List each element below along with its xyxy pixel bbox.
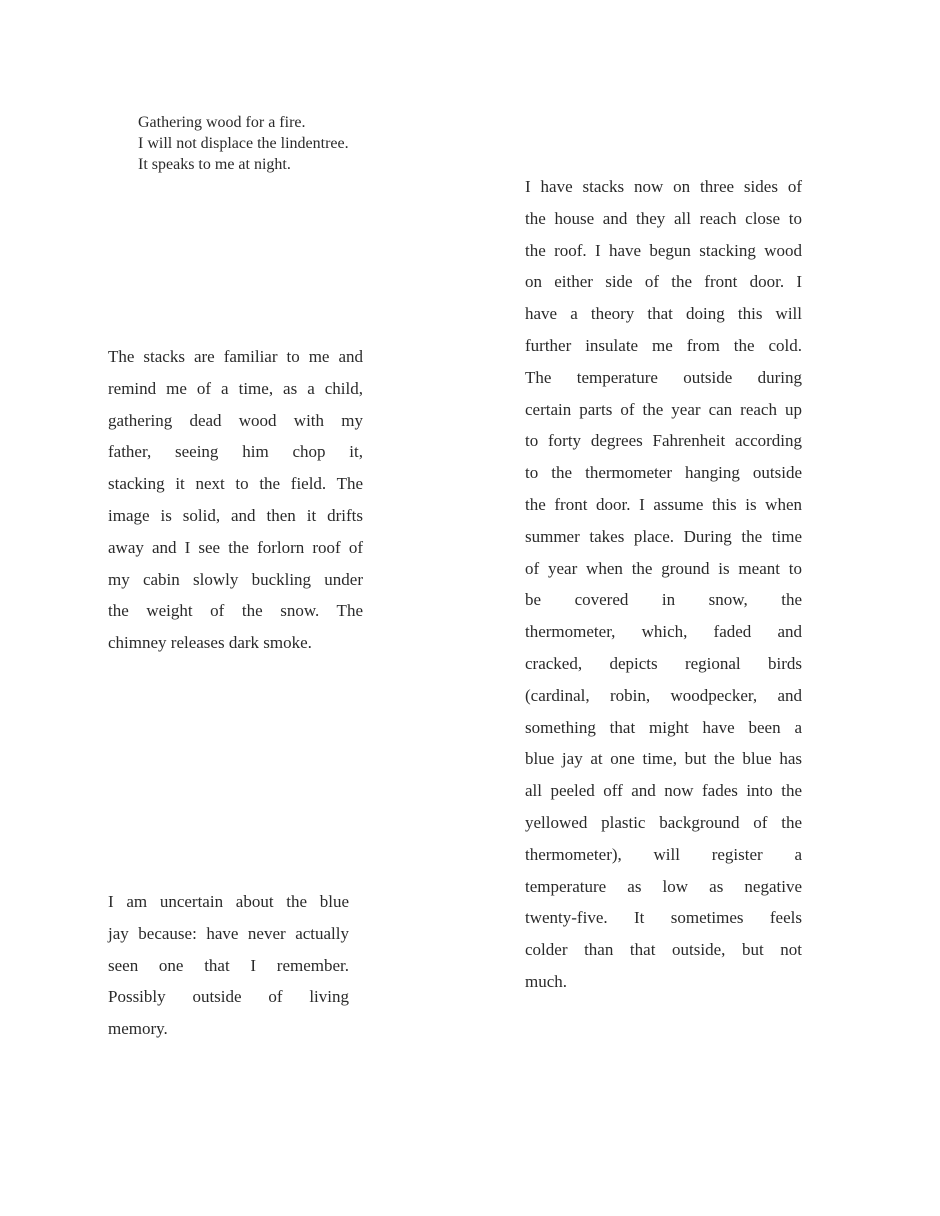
text-line: I have stacks now on three sides of (525, 177, 802, 196)
text-line: on either side of the front door. I (525, 272, 802, 292)
text-line: the front door. I assume this is when (525, 494, 802, 514)
text-line: of year when the ground is meant to (525, 558, 802, 578)
text-line: jay because: have never actually (108, 923, 349, 943)
text-line: I am uncertain about the blue (108, 892, 349, 911)
left-paragraph-blue-jay (108, 886, 349, 1045)
text-line: (cardinal, robin, woodpecker, and (525, 685, 802, 705)
text-line: all peeled off and now fades into the (525, 781, 802, 801)
text-line: cracked, depicts regional birds (525, 653, 802, 673)
text-line: twenty-five. It sometimes feels (525, 908, 802, 928)
text-line: the house and they all reach close to (525, 208, 802, 228)
text-line: further insulate me from the cold. (525, 335, 802, 355)
text-line: image is solid, and then it drifts (108, 505, 363, 525)
text-line: have a theory that doing this will (525, 304, 802, 324)
text-line: something that might have been a (525, 717, 802, 737)
text-line: to the thermometer hanging outside (525, 463, 802, 483)
text-line: thermometer), will register a (525, 844, 802, 864)
text-line: summer takes place. During the time (525, 526, 802, 546)
text-line: colder than that outside, but not (525, 940, 802, 960)
poem-line: It speaks to me at night. (138, 156, 291, 173)
text-line: certain parts of the year can reach up (525, 399, 802, 419)
text-line: to forty degrees Fahrenheit according (525, 431, 802, 451)
text-line: seen one that I remember. (108, 955, 349, 975)
left-paragraph-stacks-memory (108, 341, 363, 659)
text-line: the weight of the snow. The (108, 601, 363, 621)
poem-stanza (138, 112, 349, 175)
text-line: much. (525, 971, 568, 991)
text-line: away and I see the forlorn roof of (108, 537, 363, 557)
text-line: remind me of a time, as a child, (108, 378, 363, 398)
text-line: be covered in snow, the (525, 590, 802, 610)
text-line: yellowed plastic background of the (525, 812, 802, 832)
text-line: chimney releases dark smoke. (108, 633, 312, 653)
text-line: gathering dead wood with my (108, 410, 363, 430)
poem-line: Gathering wood for a fire. (138, 114, 306, 131)
text-line: memory. (108, 1019, 168, 1039)
text-line: father, seeing him chop it, (108, 442, 363, 462)
text-line: thermometer, which, faded and (525, 622, 802, 642)
text-line: Possibly outside of living (108, 987, 349, 1007)
text-line: my cabin slowly buckling under (108, 569, 363, 589)
text-line: The temperature outside during (525, 367, 802, 387)
text-line: the roof. I have begun stacking wood (525, 240, 802, 260)
poem-line: I will not displace the lindentree. (138, 135, 349, 152)
text-line: temperature as low as negative (525, 876, 802, 896)
text-line: blue jay at one time, but the blue has (525, 749, 802, 769)
text-line: The stacks are familiar to me and (108, 347, 363, 366)
text-line: stacking it next to the field. The (108, 474, 363, 494)
right-paragraph-thermometer (525, 171, 802, 998)
